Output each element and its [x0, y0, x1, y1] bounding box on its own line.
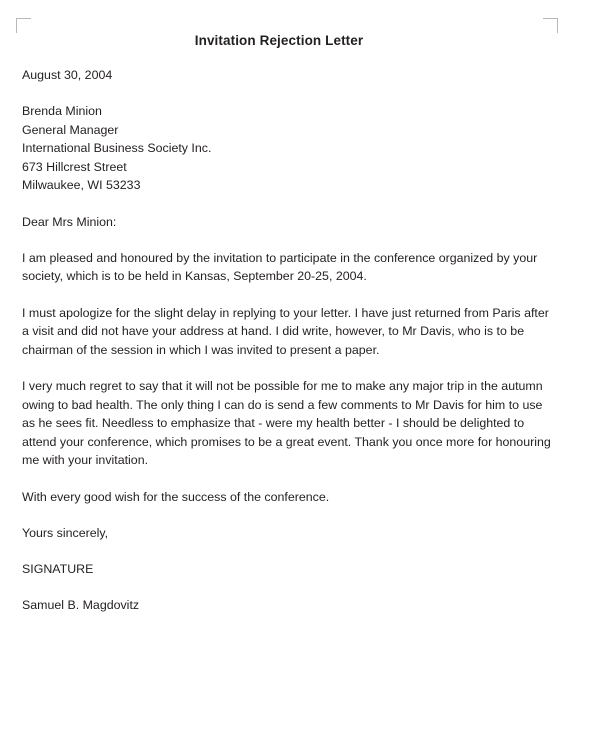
page-title: Invitation Rejection Letter — [194, 33, 364, 48]
recipient-city-state-zip: Milwaukee, WI 53233 — [22, 178, 141, 192]
paragraph-4: With every good wish for the success of the conference. — [22, 489, 330, 504]
paragraph-2: I must apologize for the slight delay in replying to your letter. I have just returned from Paris after a visit and did not have your address at hand. I did write, however, to Mr Davis, who is to be chairman of the session in which I was invited to present a paper. — [22, 305, 549, 357]
crop-mark-top-right — [543, 18, 558, 33]
closing: Yours sincerely, — [22, 526, 109, 540]
recipient-address — [22, 102, 558, 195]
recipient-organization: International Business Society Inc. — [22, 141, 212, 155]
paragraph-3: I very much regret to say that it will not be possible for me to make any major trip in the autumn owing to bad health. The only thing I can do is send a few comments to Mr Davis for him to use as he sees fit. Needless to emphasize that - were my health better - I should be delighted to attend your conference, which promises to be a great event. Thank you once more for honouring me with your invitation. — [22, 379, 551, 467]
salutation: Dear Mrs Minion: — [22, 214, 117, 229]
paragraph-1: I am pleased and honoured by the invitation to participate in the conference organized by your society, which is to be held in Kansas, September 20-25, 2004. — [22, 250, 538, 283]
recipient-job-title: General Manager — [22, 122, 119, 137]
letter-date: August 30, 2004 — [22, 68, 113, 82]
recipient-name: Brenda Minion — [22, 104, 102, 118]
recipient-street: 673 Hillcrest Street — [22, 159, 127, 174]
crop-mark-top-left — [16, 18, 31, 33]
sender-name: Samuel B. Magdovitz — [22, 598, 140, 612]
signature-placeholder: SIGNATURE — [22, 562, 94, 576]
letter-body — [22, 66, 558, 614]
